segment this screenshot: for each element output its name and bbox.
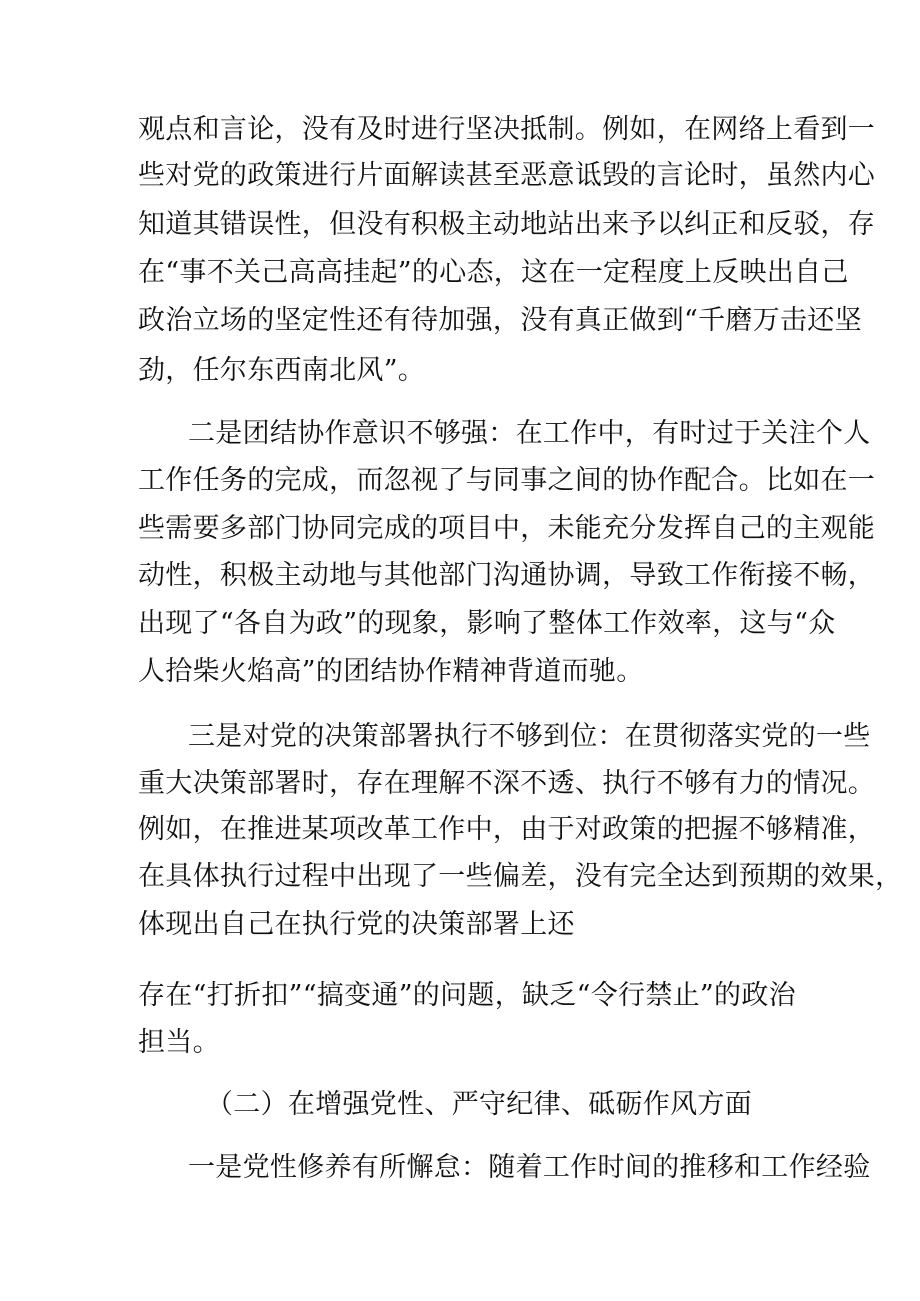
paragraph-line: 动性，积极主动地与其他部门沟通协调，导致工作衔接不畅， xyxy=(138,560,876,591)
paragraph-line: 例如，在推进某项改革工作中，由于对政策的把握不够精准， xyxy=(138,814,876,845)
paragraph-line: 些对党的政策进行片面解读甚至恶意诋毁的言论时，虽然内心 xyxy=(138,160,876,191)
paragraph-line: 些需要多部门协同完成的项目中，未能充分发挥自己的主观能 xyxy=(138,513,876,544)
paragraph-line: 在具体执行过程中出现了一些偏差，没有完全达到预期的效果， xyxy=(138,861,903,892)
paragraph-line: 重大决策部署时，存在理解不深不透、执行不够有力的情况。 xyxy=(138,768,876,799)
paragraph-line: 劲，任尔东西南北风”。 xyxy=(138,355,426,386)
paragraph-line: 三是对党的决策部署执行不够到位：在贯彻落实党的一些 xyxy=(188,721,871,752)
paragraph-line: 一是党性修养有所懈怠：随着工作时间的推移和工作经验 xyxy=(188,1152,871,1183)
paragraph-line: 人拾柴火焰高”的团结协作精神背道而驰。 xyxy=(138,656,644,687)
paragraph-line: 出现了“各自为政”的现象，影响了整体工作效率，这与“众 xyxy=(138,608,836,639)
paragraph-line: 担当。 xyxy=(138,1027,220,1058)
paragraph-line: 知道其错误性，但没有积极主动地站出来予以纠正和反驳，存 xyxy=(138,209,876,240)
paragraph-line: 存在“打折扣”“搞变通”的问题，缺乏“令行禁止”的政治 xyxy=(138,980,796,1011)
paragraph-line: 观点和言论，没有及时进行坚决抵制。例如，在网络上看到一 xyxy=(138,114,876,145)
paragraph-line: 二是团结协作意识不够强：在工作中，有时过于关注个人 xyxy=(188,418,871,449)
paragraph-line: 在“事不关己高高挂起”的心态，这在一定程度上反映出自己 xyxy=(138,257,849,288)
section-heading: （二）在增强党性、严守纪律、砥砺作风方面 xyxy=(206,1089,752,1120)
paragraph-line: 工作任务的完成，而忽视了与同事之间的协作配合。比如在一 xyxy=(138,465,876,496)
paragraph-line: 政治立场的坚定性还有待加强，没有真正做到“千磨万击还坚 xyxy=(138,305,862,336)
paragraph-line: 体现出自己在执行党的决策部署上还 xyxy=(138,909,575,940)
